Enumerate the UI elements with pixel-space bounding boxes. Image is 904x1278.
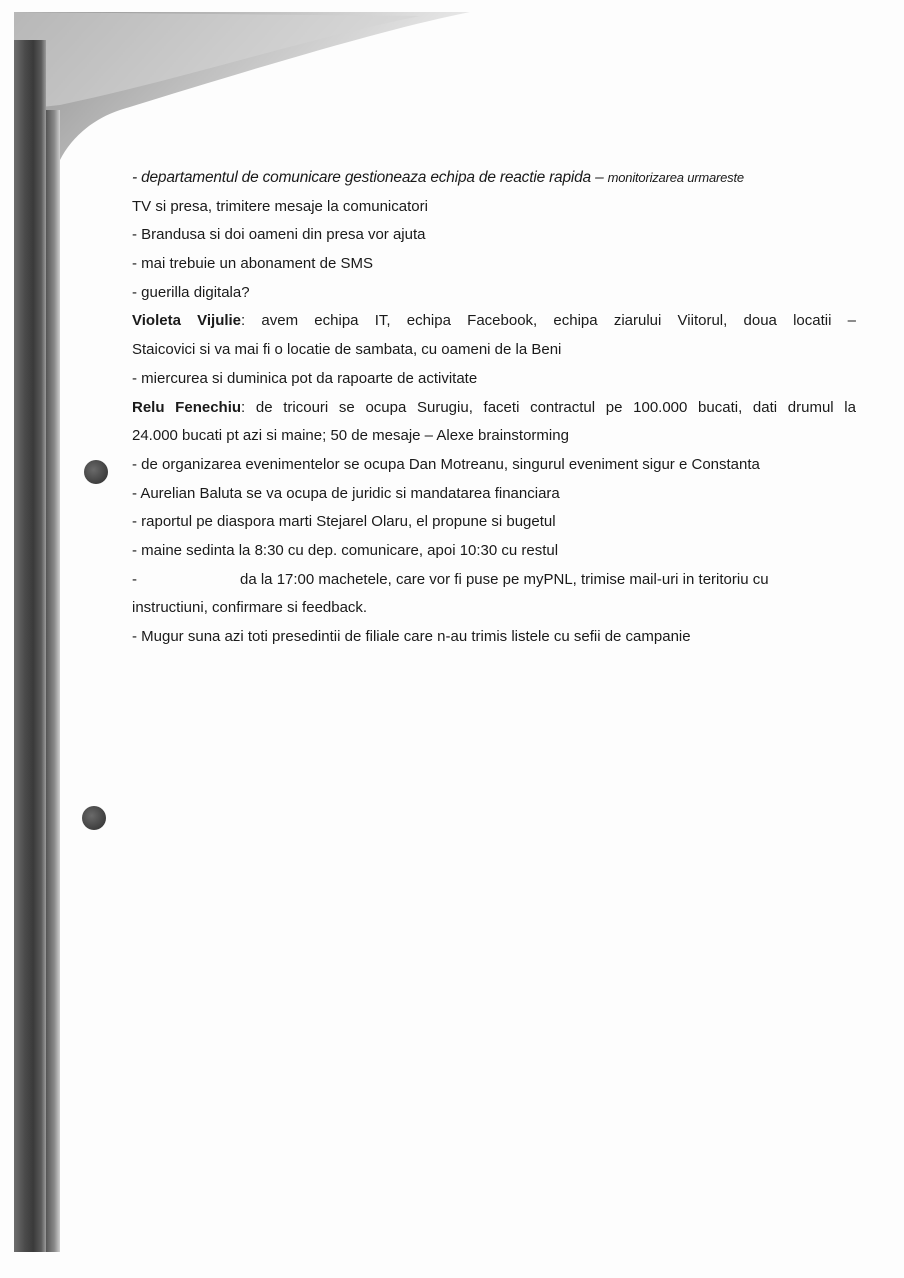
text-line: instructiuni, confirmare si feedback. <box>132 599 368 617</box>
line-text: : avem echipa IT, echipa Facebook, echipa ziarului Viitorul, doua locatii – <box>241 312 856 330</box>
speaker-name: Relu Fenechiu <box>132 398 242 416</box>
punch-hole <box>84 460 108 484</box>
text-line: - guerilla digitala? <box>132 283 250 301</box>
speaker-name: Violeta Vijulie <box>132 312 242 330</box>
text-line: - maine sedinta la 8:30 cu dep. comunicare, apoi 10:30 cu restul <box>132 541 559 559</box>
text-line <box>132 566 856 595</box>
binding-edge-shadow <box>14 40 46 1252</box>
binding-edge-highlight <box>46 110 60 1252</box>
text-line: Staicovici si va mai fi o locatie de sambata, cu oameni de la Beni <box>132 341 562 359</box>
document-body <box>132 164 856 652</box>
punch-hole <box>82 806 106 830</box>
text-line: - Mugur suna azi toti presedintii de filiale care n-au trimis listele cu sefii de campanie <box>132 628 691 645</box>
line-text-tail: monitorizarea urmareste <box>607 170 744 185</box>
line-text: - departamentul de comunicare gestioneaza echipa de reactie rapida – <box>132 169 608 186</box>
text-line: - raportul pe diaspora marti Stejarel Olaru, el propune si bugetul <box>132 513 556 531</box>
text-line: - Aurelian Baluta se va ocupa de juridic si mandatarea financiara <box>132 484 560 502</box>
text-line: - miercurea si duminica pot da rapoarte de activitate <box>132 369 478 387</box>
text-line: TV si presa, trimitere mesaje la comunicatori <box>132 197 428 215</box>
line-text: : de tricouri se ocupa Surugiu, faceti contractul pe 100.000 bucati, dati drumul la <box>241 398 856 416</box>
text-line: - Brandusa si doi oameni din presa vor ajuta <box>132 226 426 244</box>
text-line: - de organizarea evenimentelor se ocupa Dan Motreanu, singurul eveniment sigur e Constanta <box>132 455 760 473</box>
text-line <box>132 394 856 423</box>
text-line <box>132 307 856 336</box>
scan-corner-shadow <box>0 0 904 160</box>
line-dash: - <box>132 570 137 588</box>
text-line: - mai trebuie un abonament de SMS <box>132 255 373 273</box>
text-line <box>132 164 856 193</box>
line-text: da la 17:00 machetele, care vor fi puse pe myPNL, trimise mail-uri in teritoriu cu <box>240 570 769 588</box>
text-line: 24.000 bucati pt azi si maine; 50 de mesaje – Alexe brainstorming <box>132 427 569 445</box>
